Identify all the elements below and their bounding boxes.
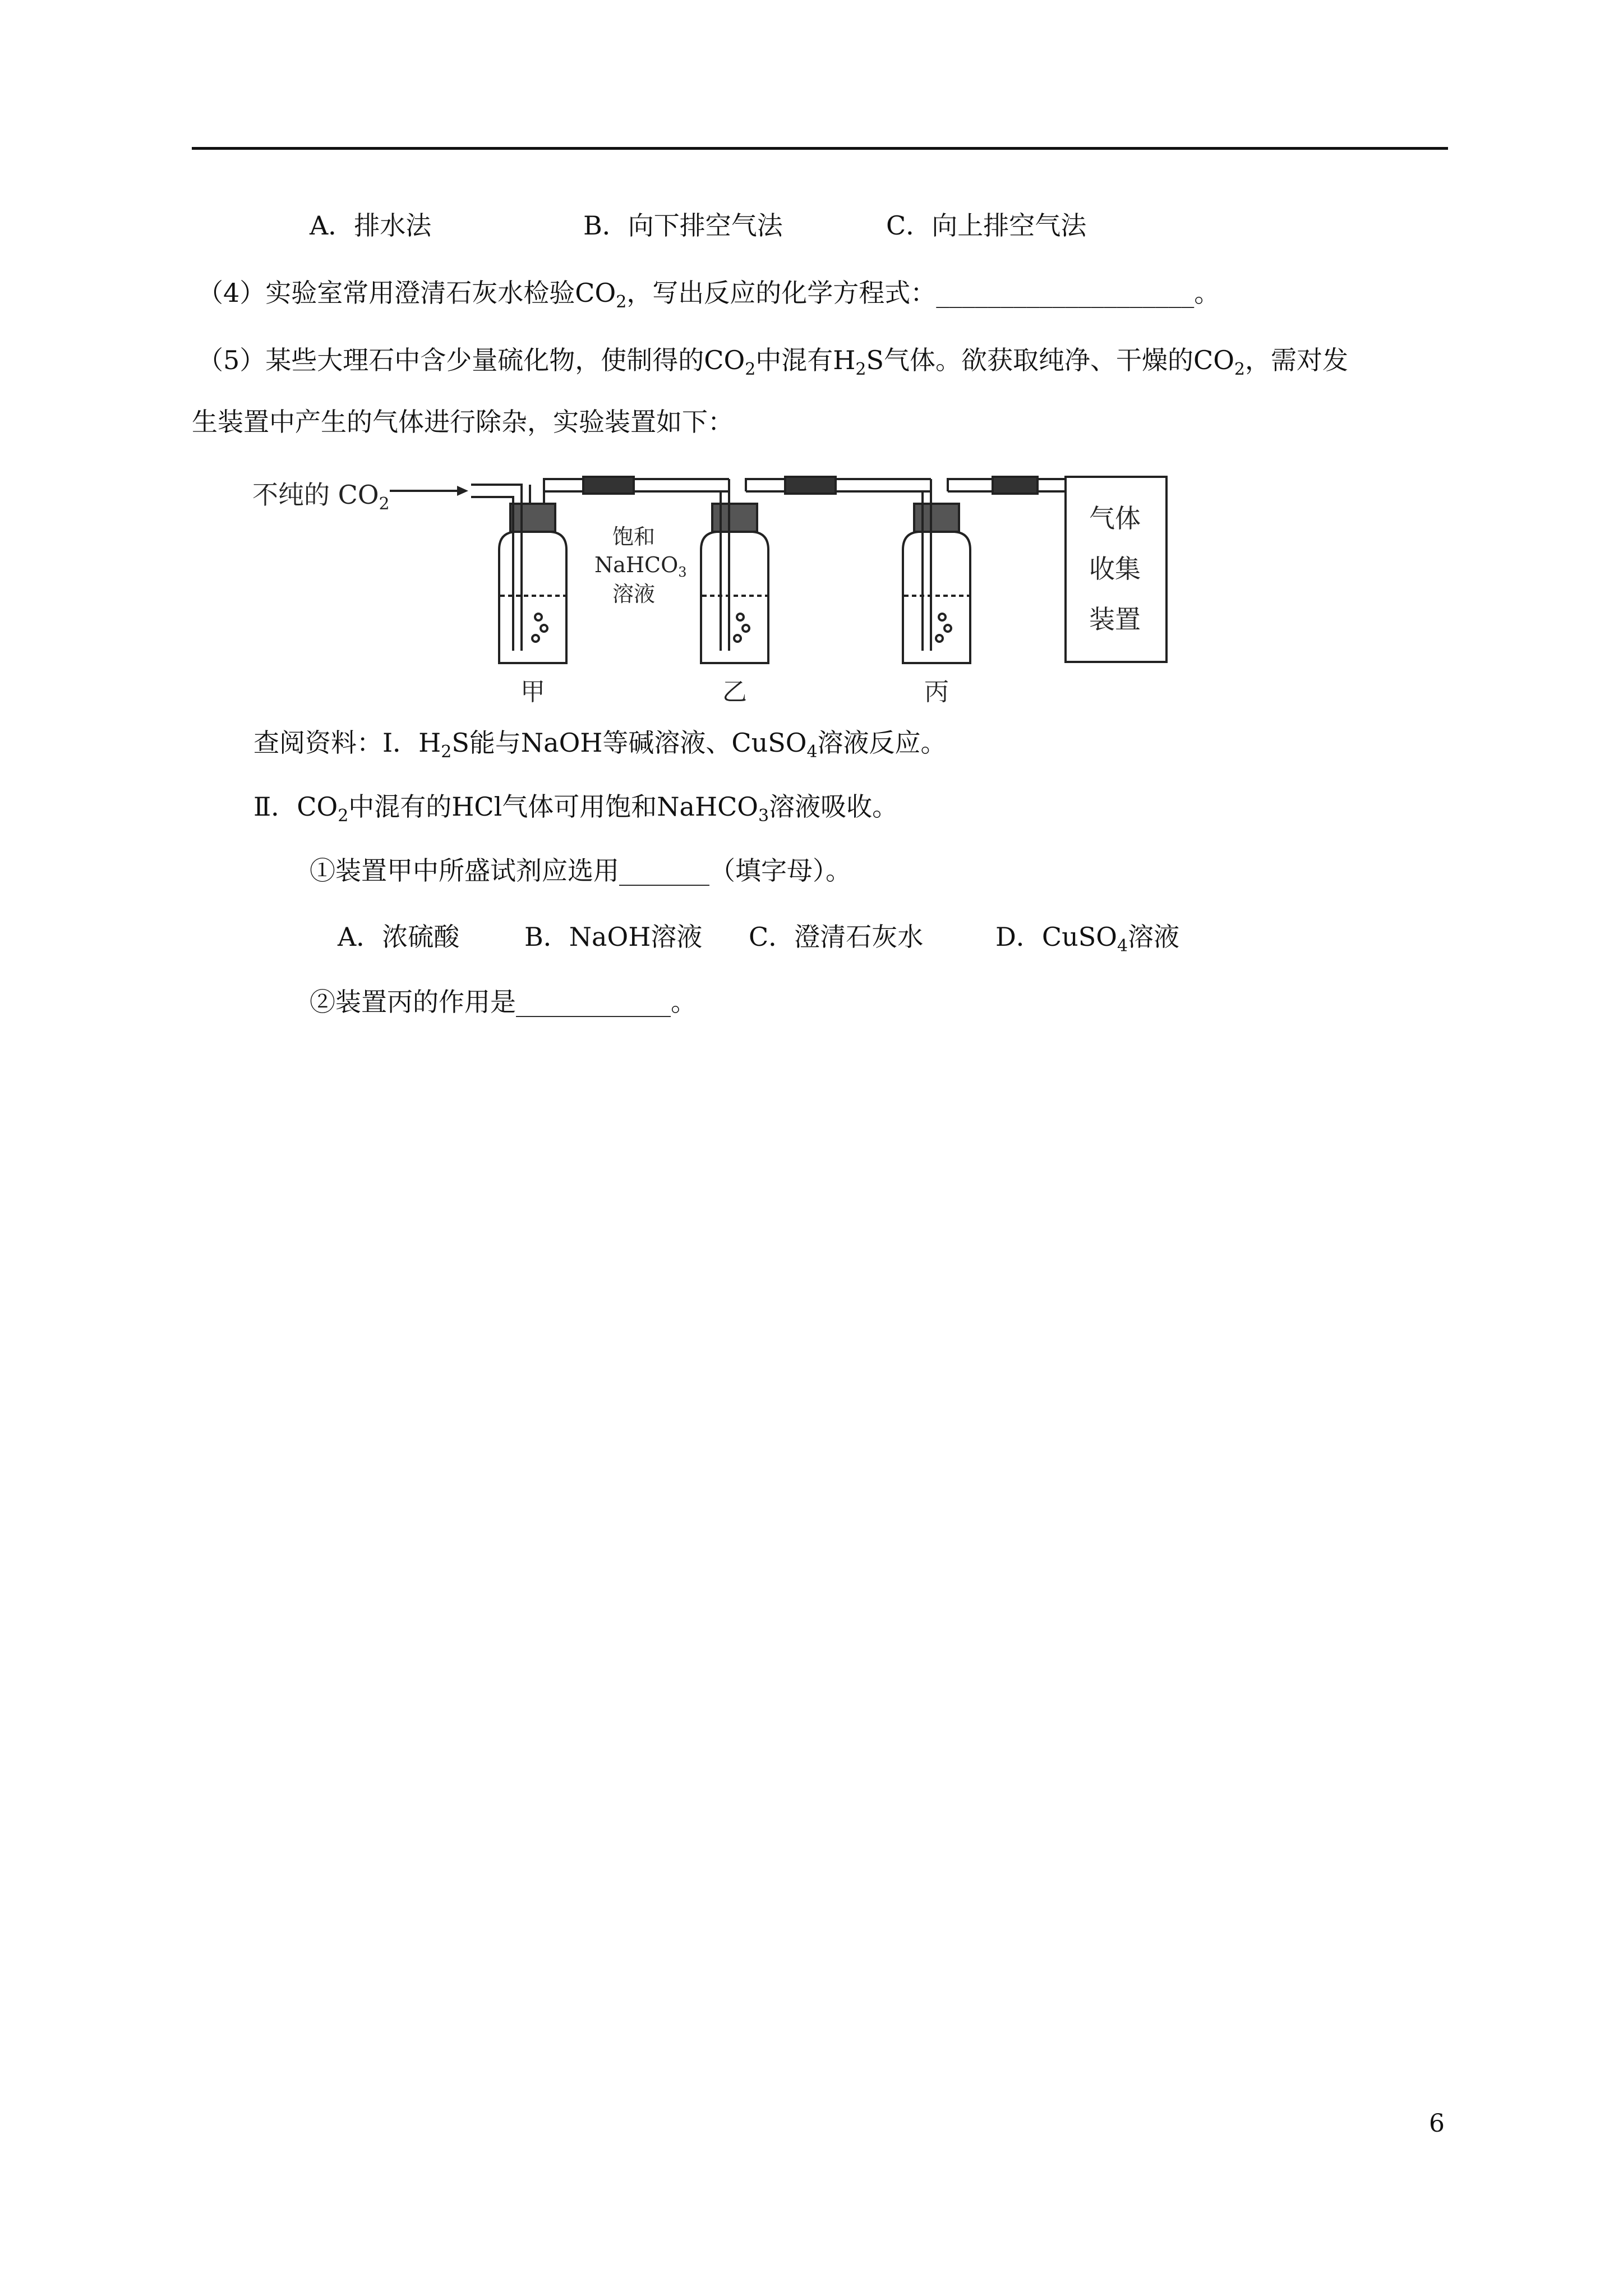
- collector-label-3: 装置: [1089, 604, 1141, 634]
- reference-i: 查阅资料：I．$H_2S$能与NaOH等碱溶液、CuSO$_4$溶液反应。: [253, 728, 947, 762]
- bottle-label-yi: 乙: [722, 678, 747, 706]
- q3-option-b: B．向下排空气法: [583, 210, 783, 241]
- reference-ii: Ⅱ．$CO_2$中混有的HCl气体可用饱和NaHCO$_3$溶液吸收。: [253, 792, 898, 826]
- solution-label-1: 饱和: [612, 524, 656, 549]
- inlet-label: 不纯的 $CO_2$: [252, 480, 390, 514]
- collector-label-1: 气体: [1089, 503, 1141, 533]
- question-4: （4）实验室常用澄清石灰水检验$CO_2$，写出反应的化学方程式：____________________。: [197, 278, 1220, 312]
- bottle-label-bing: 丙: [924, 678, 949, 706]
- sub-question-1: ①装置甲中所盛试剂应选用_______（填字母）。: [310, 855, 851, 886]
- header-rule: [192, 147, 1448, 150]
- bottle-jia: [471, 485, 566, 663]
- sub1-option-b: B．NaOH溶液: [524, 922, 703, 952]
- bottle-label-jia: 甲: [520, 678, 545, 706]
- question-5-line-1: （5）某些大理石中含少量硫化物，使制得的$CO_2$中混有$H_2S$气体。欲获取纯净、干燥的$CO_2$，需对发: [197, 345, 1349, 379]
- q3-option-c: C．向上排空气法: [886, 210, 1087, 241]
- sub1-option-a: A．浓硫酸: [338, 922, 460, 952]
- sub-question-2: ②装置丙的作用是____________。: [310, 987, 697, 1017]
- q3-option-a: A．排水法: [310, 210, 432, 241]
- solution-label-3: 溶液: [612, 582, 656, 606]
- page-number: 6: [1429, 2109, 1445, 2138]
- sub1-option-c: C．澄清石灰水: [749, 922, 924, 952]
- sub1-option-d: D．CuSO$_4$溶液: [995, 922, 1180, 956]
- bottle-bing: [903, 479, 970, 663]
- bottle-yi: [701, 479, 768, 663]
- question-5-line-2: 生装置中产生的气体进行除杂，实验装置如下：: [192, 407, 734, 437]
- apparatus-diagram: [247, 460, 1200, 707]
- solution-label-2: NaHCO$_3$: [594, 553, 687, 580]
- collector-label-2: 收集: [1089, 554, 1141, 584]
